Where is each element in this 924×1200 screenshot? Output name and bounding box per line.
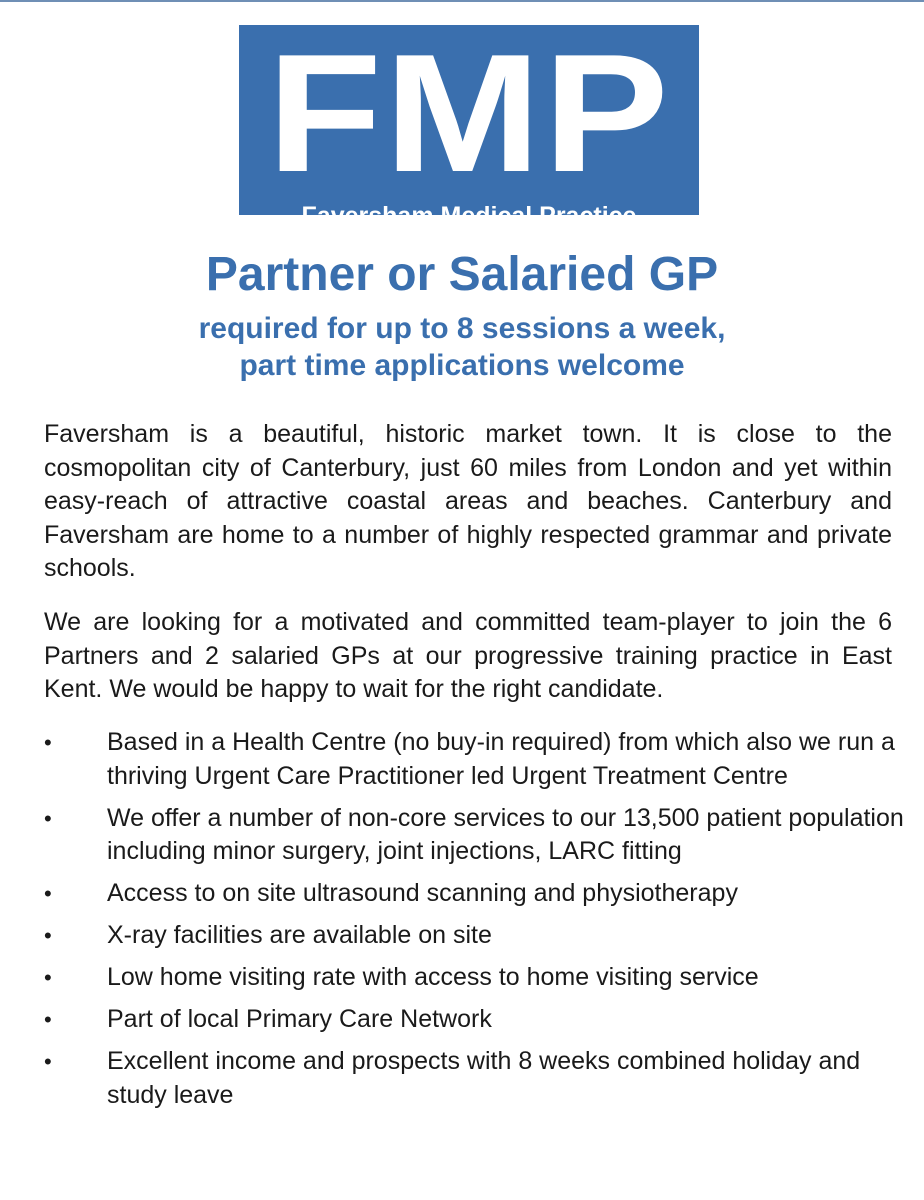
bullet-icon: • <box>44 805 52 831</box>
benefits-list <box>44 726 904 1121</box>
list-item-text: Part of local Primary Care Network <box>107 1005 492 1033</box>
list-item-text: We offer a number of non-core services to our 13,500 patient population including minor surgery, joint injections, LARC fitting <box>107 803 904 865</box>
bullet-icon: • <box>44 730 52 755</box>
list-item <box>44 877 904 911</box>
list-item-text: Excellent income and prospects with 8 weeks combined holiday and study leave <box>107 1047 861 1109</box>
list-item <box>44 961 904 995</box>
bullet-icon: • <box>44 965 52 990</box>
logo-practice-name: Faversham Medical Practice <box>301 202 637 230</box>
job-subheading <box>0 310 924 384</box>
bullet-icon: • <box>44 1007 52 1032</box>
list-item <box>44 1045 904 1112</box>
subheading-line-2: part time applications welcome <box>239 349 685 382</box>
subheading-line-1: required for up to 8 sessions a week, <box>198 312 726 345</box>
list-item <box>44 802 904 869</box>
list-item <box>44 1003 904 1037</box>
list-item-text: Low home visiting rate with access to home visiting service <box>107 963 759 991</box>
intro-paragraph-town: Faversham is a beautiful, historic market town. It is close to the cosmopolitan city of Canterbury, just 60 miles from London and yet within easy-reach of attractive coastal areas and beaches. Canterbury and Faversham are home to a number of highly respected grammar and private schools. <box>44 420 892 582</box>
bullet-icon: • <box>44 1049 52 1074</box>
intro-paragraph-role: We are looking for a motivated and committed team-player to join the 6 Partners and 2 salaried GPs at our progressive training practice in East Kent. We would be happy to wait for the right candidate. <box>44 608 892 703</box>
practice-logo <box>239 19 699 230</box>
list-item-text: Based in a Health Centre (no buy-in required) from which also we run a thriving Urgent Care Practitioner led Urgent Treatment Centre <box>107 728 895 790</box>
list-item <box>44 919 904 953</box>
list-item-text: X-ray facilities are available on site <box>107 921 492 949</box>
list-item <box>44 726 904 793</box>
job-title-heading: Partner or Salaried GP <box>205 248 719 301</box>
list-item-text: Access to on site ultrasound scanning and physiotherapy <box>107 879 738 907</box>
bullet-icon: • <box>44 881 52 906</box>
bullet-icon: • <box>44 923 52 948</box>
logo-letters: FMP <box>267 19 671 207</box>
top-divider <box>0 0 924 2</box>
